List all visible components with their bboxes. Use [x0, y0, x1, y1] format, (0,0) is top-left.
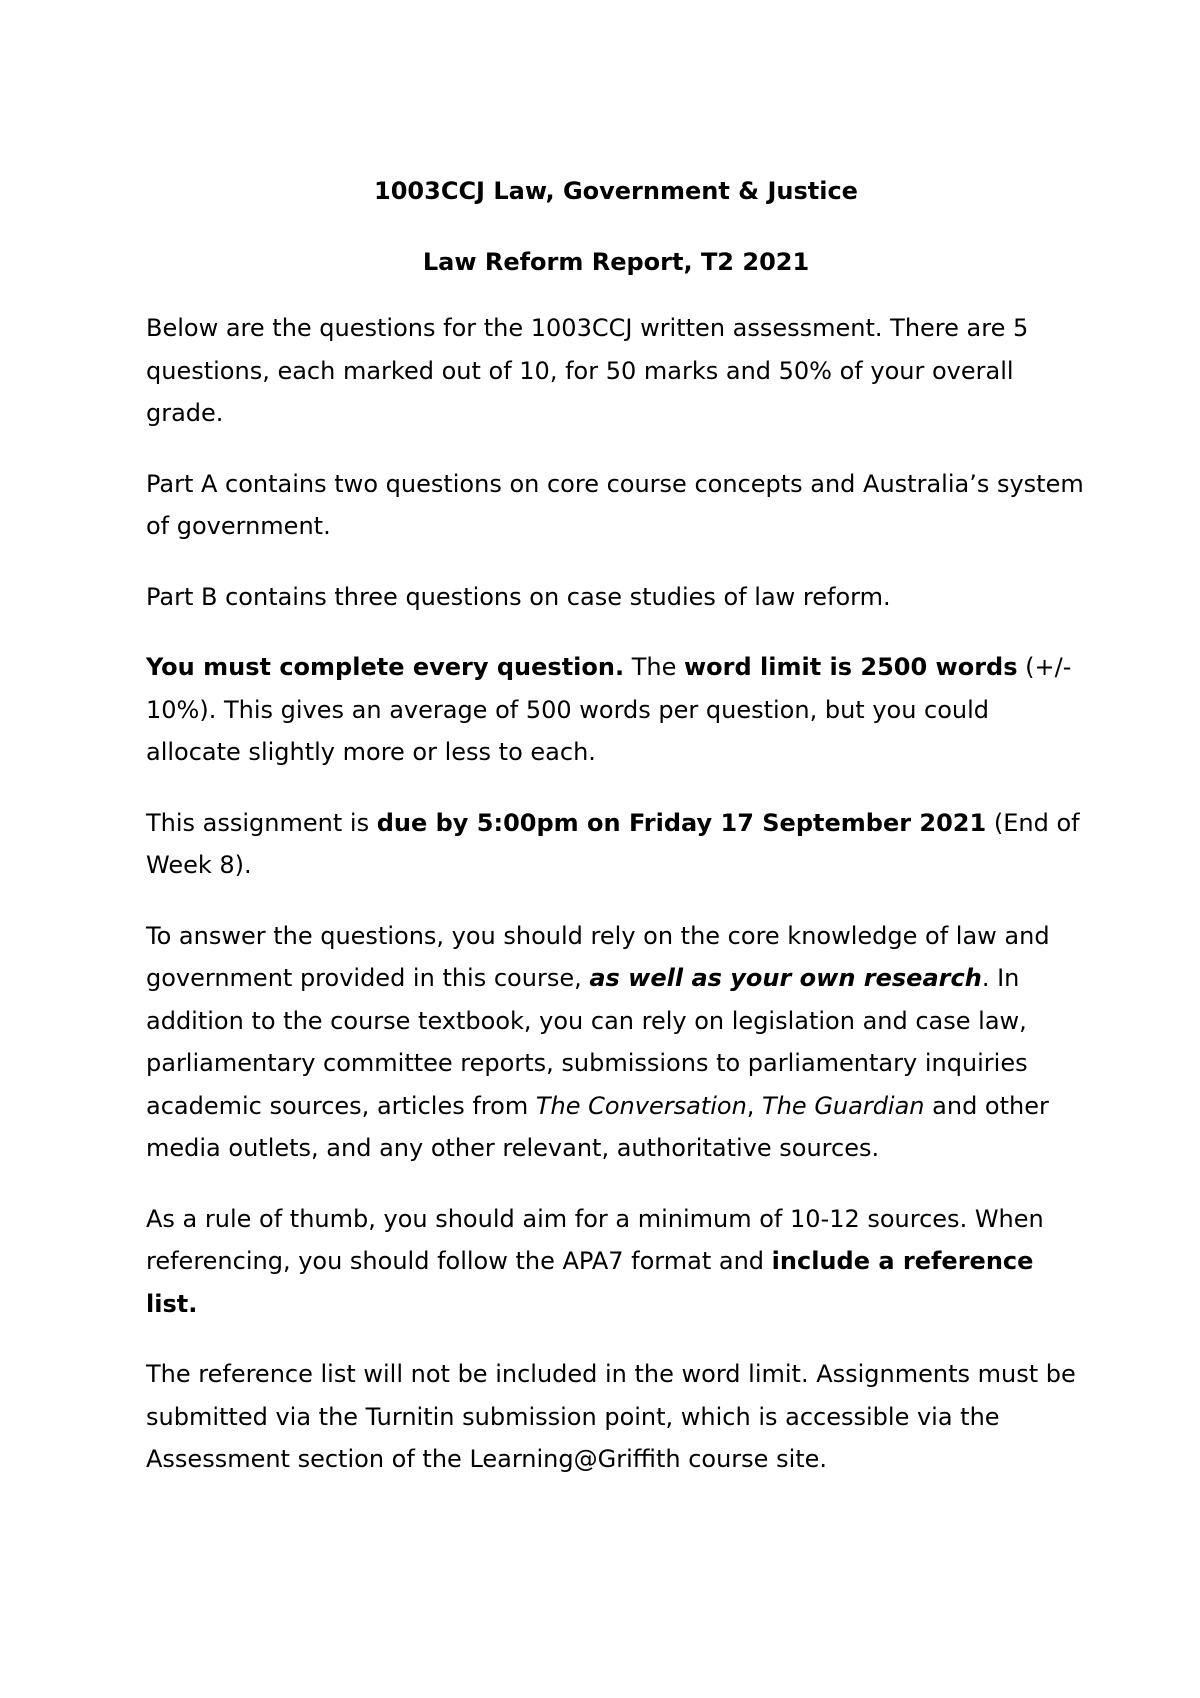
- complete-every-question-text: You must complete every question.: [146, 653, 625, 681]
- own-research-text: as well as your own research: [589, 964, 982, 992]
- research-text-pre: To answer the questions, you should rely on the core knowledge of law and government provided in this course,: [146, 921, 1050, 992]
- reference-list-text: include a reference list.: [146, 1247, 1034, 1318]
- requirement-text-rest: (+/- 10%). This gives an average of 500 words per question, but you could allocate slightly more or less to each.: [146, 653, 1072, 766]
- part-b-paragraph: Part B contains three questions on case studies of law reform.: [146, 582, 891, 611]
- part-a-paragraph: Part A contains two questions on core course concepts and Australia’s system of government.: [146, 469, 1084, 540]
- the-conversation-text: The Conversation: [535, 1091, 747, 1120]
- report-title: Law Reform Report, T2 2021: [422, 247, 810, 276]
- research-text-post: and other media outlets, and any other relevant, authoritative sources.: [146, 1091, 1049, 1162]
- submission-paragraph: The reference list will not be included in the word limit. Assignments must be submitted via the Turnitin submission point, which is accessible via the Assessment section of the Learning@Griffith course site.: [146, 1360, 1076, 1473]
- due-paragraph: [146, 802, 1086, 887]
- word-limit-text: word limit is 2500 words: [683, 653, 1018, 681]
- intro-paragraph: Below are the questions for the 1003CCJ written assessment. There are 5 questions, each marked out of 10, for 50 marks and 50% of your overall grade.: [146, 314, 1029, 427]
- the-guardian-text: The Guardian: [762, 1091, 925, 1120]
- requirement-paragraph: [146, 646, 1086, 774]
- research-text-mid: . In addition to the course textbook, you can rely on legislation and case law, parliamentary committee reports, submissions to parliamentary inquiries academic sources, articles from: [146, 964, 1028, 1120]
- sources-paragraph: [146, 1198, 1086, 1326]
- due-text-post: (End of Week 8).: [146, 808, 1080, 879]
- sources-text-pre: As a rule of thumb, you should aim for a minimum of 10-12 sources. When referencing, you should follow the APA7 format and: [146, 1204, 1044, 1275]
- requirement-text-the: The: [624, 653, 684, 681]
- course-title: 1003CCJ Law, Government & Justice: [374, 177, 858, 205]
- document-body: [146, 170, 1086, 1509]
- research-paragraph: [146, 915, 1086, 1170]
- due-date-text: due by 5:00pm on Friday 17 September 2021: [376, 808, 987, 837]
- due-text-pre: This assignment is: [146, 808, 377, 837]
- research-text-comma: ,: [746, 1091, 763, 1120]
